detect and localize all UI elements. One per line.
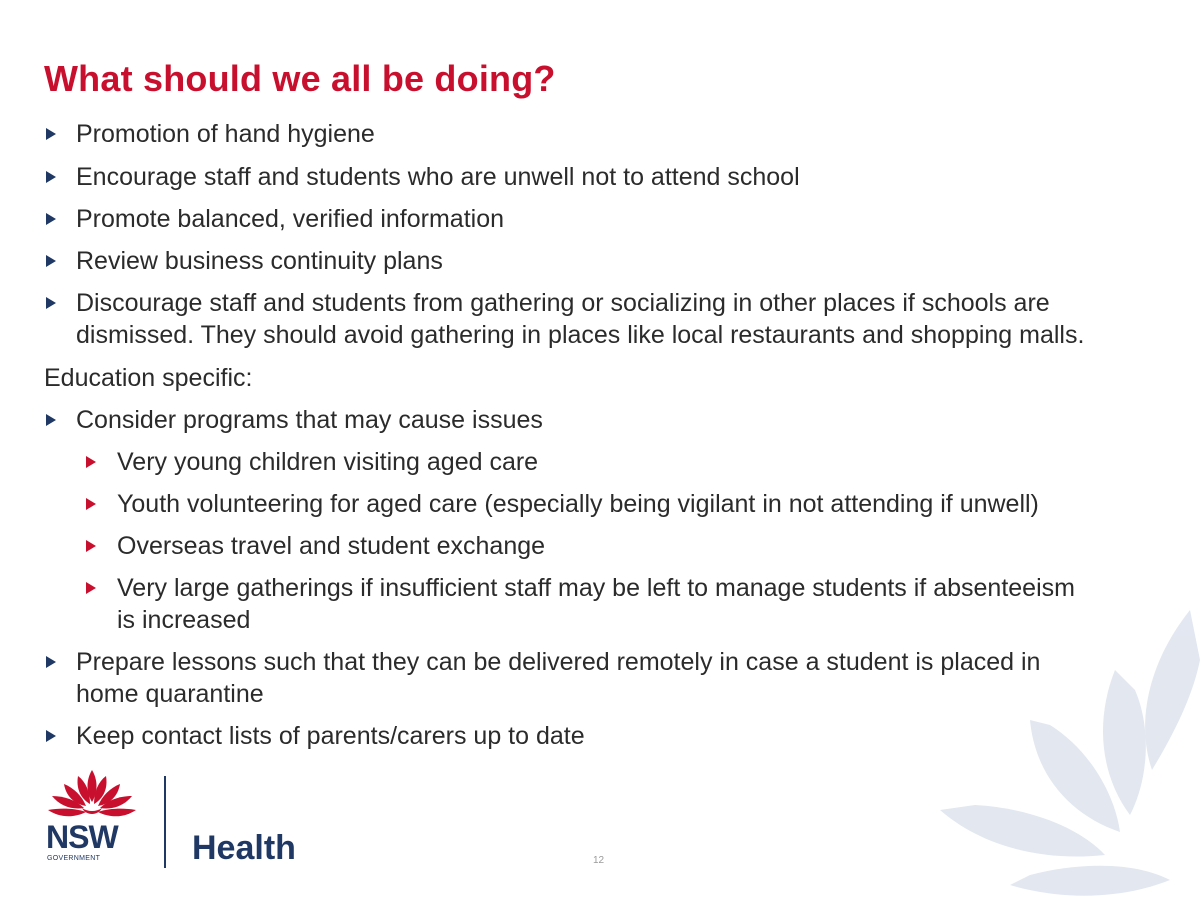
triangle-right-icon xyxy=(86,456,96,468)
bullet-item xyxy=(76,720,1166,752)
bullet-item xyxy=(76,646,1166,710)
bullet-text-line: Prepare lessons such that they can be delivered remotely in case a student is placed in xyxy=(76,648,1041,676)
waratah-flower-icon xyxy=(44,768,140,822)
bullet-text: Promote balanced, verified information xyxy=(76,205,505,233)
bullet-text: Consider programs that may cause issues xyxy=(76,406,543,434)
government-wordmark: GOVERNMENT xyxy=(47,855,101,862)
bullet-text: Promotion of hand hygiene xyxy=(76,120,375,148)
bullet-text-line: Discourage staff and students from gathering or socializing in other places if schools are xyxy=(76,289,1050,317)
triangle-right-icon xyxy=(86,540,96,552)
triangle-right-icon xyxy=(46,730,56,742)
triangle-right-icon xyxy=(46,656,56,668)
bullet-text: Encourage staff and students who are unwell not to attend school xyxy=(76,163,800,191)
nsw-health-logo xyxy=(44,768,304,868)
bullet-text-line: home quarantine xyxy=(76,680,264,708)
bullet-text: Very young children visiting aged care xyxy=(117,448,539,476)
triangle-right-icon xyxy=(86,498,96,510)
sub-bullet-item xyxy=(117,488,1167,520)
section-label: Education specific: xyxy=(44,364,253,392)
bullet-item xyxy=(76,287,1166,351)
triangle-right-icon xyxy=(46,171,56,183)
health-wordmark: Health xyxy=(192,829,296,867)
triangle-right-icon xyxy=(46,414,56,426)
sub-bullet-item xyxy=(117,572,1167,636)
bullet-item xyxy=(76,245,1166,277)
page-number: 12 xyxy=(593,855,605,866)
triangle-right-icon xyxy=(86,582,96,594)
nsw-wordmark: NSW xyxy=(46,819,118,855)
bullet-text: Keep contact lists of parents/carers up to date xyxy=(76,722,585,750)
logo-divider xyxy=(164,776,166,868)
bullet-text-line: Very large gatherings if insufficient staff may be left to manage students if absenteeism xyxy=(117,574,1075,602)
sub-bullet-item xyxy=(117,446,1167,478)
bullet-text: Overseas travel and student exchange xyxy=(117,532,546,560)
bullet-item xyxy=(76,161,1166,193)
triangle-right-icon xyxy=(46,213,56,225)
bullet-item xyxy=(76,404,1166,436)
bullet-text: Review business continuity plans xyxy=(76,247,443,275)
sub-bullet-item xyxy=(117,530,1167,562)
bullet-text: Youth volunteering for aged care (especially being vigilant in not attending if unwell) xyxy=(117,490,1039,518)
slide-title: What should we all be doing? xyxy=(44,58,556,99)
bullet-item xyxy=(76,203,1166,235)
triangle-right-icon xyxy=(46,128,56,140)
bullet-item xyxy=(76,118,1166,150)
triangle-right-icon xyxy=(46,297,56,309)
bullet-text-line: is increased xyxy=(117,606,251,634)
triangle-right-icon xyxy=(46,255,56,267)
bullet-text-line: dismissed. They should avoid gathering in places like local restaurants and shopping malls. xyxy=(76,321,1085,349)
